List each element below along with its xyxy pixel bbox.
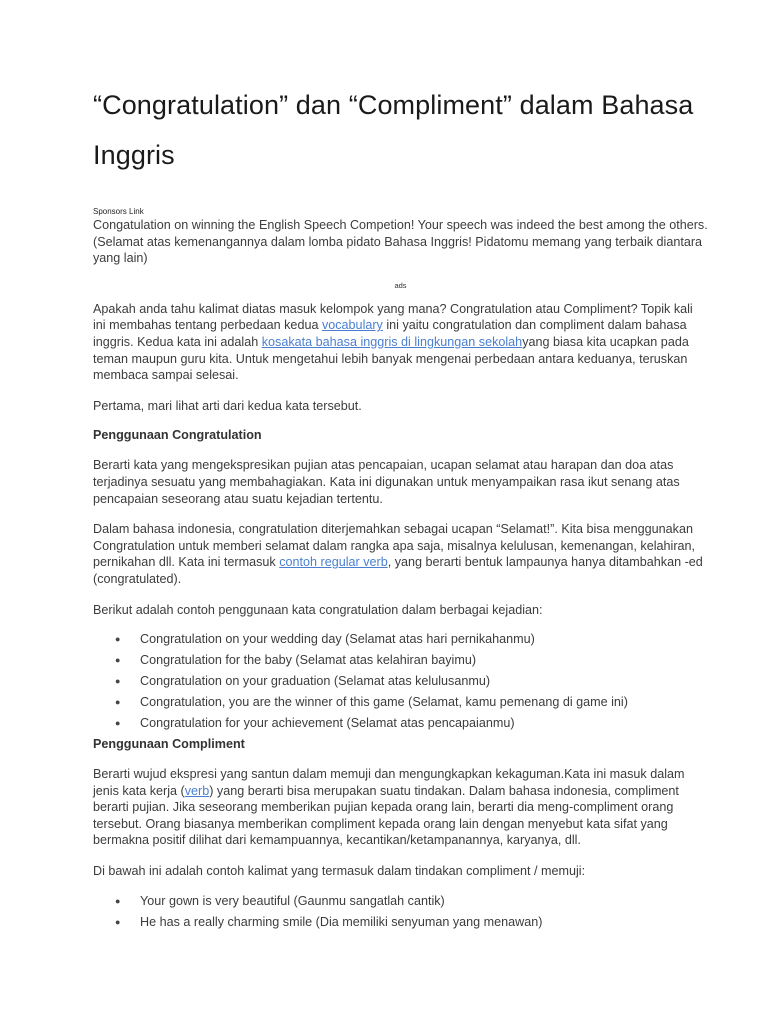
- bullet-icon: ●: [115, 718, 121, 729]
- list-item: [93, 650, 708, 671]
- paragraph-congratulation-indonesia: [93, 521, 708, 587]
- list-item-text: He has a really charming smile (Dia memiliki senyuman yang menawan): [140, 914, 543, 929]
- paragraph-congratulation-examples-intro: Berikut adalah contoh penggunaan kata congratulation dalam berbagai kejadian:: [93, 602, 543, 617]
- paragraph-arti: Pertama, mari lihat arti dari kedua kata tersebut.: [93, 398, 362, 413]
- list-item: [93, 629, 708, 650]
- bullet-icon: ●: [115, 895, 121, 906]
- link-kosakata-sekolah[interactable]: kosakata bahasa inggris di lingkungan sekolah: [261, 334, 523, 349]
- heading-congratulation: Penggunaan Congratulation: [93, 428, 262, 443]
- paragraph-text: Berarti wujud ekspresi yang santun dalam memuji dan mengungkapkan kekaguman.Kata ini masuk dalam jenis kata kerja (: [93, 767, 685, 798]
- compliment-example-list: [93, 891, 708, 933]
- bullet-icon: ●: [115, 655, 121, 666]
- paragraph-text: ini yaitu congratulation dan compliment dalam bahasa inggris. Kedua kata ini adalah: [93, 318, 687, 349]
- paragraph-question: [93, 301, 708, 384]
- sponsors-label: Sponsors Link: [93, 207, 144, 216]
- paragraph-text: ) yang berarti bisa merupakan suatu tindakan. Dalam bahasa indonesia, compliment berarti pujian. Jika seseorang memberikan pujian kepada orang lain, berarti dia meng-compliment orang tersebut. Orang biasanya memberikan compliment kepada orang lain dengan menyebut kata sifat yang bermakna positif dilihat dari kemampuannya, kecantikan/ketampanannya, karyanya, dll.: [93, 783, 679, 848]
- list-item: [93, 891, 708, 912]
- congratulation-example-list: [93, 629, 708, 734]
- link-verb[interactable]: verb: [184, 783, 210, 798]
- paragraph-text: Apakah anda tahu kalimat diatas masuk kelompok yang mana? Congratulation atau Compliment? Topik kali ini membahas tentang perbedaan kedua: [93, 301, 693, 333]
- list-item-text: Congratulation, you are the winner of this game (Selamat, kamu pemenang di game ini): [140, 695, 628, 710]
- paragraph-text: Dalam bahasa indonesia, congratulation diterjemahkan sebagai ucapan “Selamat!”. Kita bisa menggunakan Congratulation untuk memberi selamat dalam rangka apa saja, misalnya kelulusan, kemenangan, kelahiran, pernikahan dll. Kata ini termasuk: [93, 522, 696, 570]
- page-title: “Congratulation” dan “Compliment” dalam Bahasa Inggris: [93, 90, 694, 170]
- list-item-text: Congratulation for your achievement (Selamat atas pencapaianmu): [140, 716, 515, 731]
- bullet-icon: ●: [115, 916, 121, 927]
- bullet-icon: ●: [115, 697, 121, 708]
- paragraph-text: yang biasa kita ucapkan pada teman maupun guru kita. Untuk mengetahui lebih banyak mengenai perbedaan antara keduanya, teruskan membaca sampai selesai.: [93, 334, 689, 383]
- list-item: [93, 912, 708, 933]
- bullet-icon: ●: [115, 634, 121, 645]
- list-item-text: Your gown is very beautiful (Gaunmu sangatlah cantik): [140, 893, 445, 908]
- link-vocabulary[interactable]: vocabulary: [321, 318, 383, 333]
- paragraph-congratulation-definition: Berarti kata yang mengekspresikan pujian atas pencapaian, ucapan selamat atau harapan dan doa atas terjadinya sesuatu yang membahagiakan. Kata ini digunakan untuk menyampaikan rasa ikut senang atas pencapaian seseorang atau suatu kejadian tertentu.: [93, 458, 680, 506]
- paragraph-text: , yang berarti bentuk lampaunya hanya ditambahkan -ed (congratulated).: [93, 555, 703, 586]
- list-item-text: Congratulation on your wedding day (Selamat atas hari pernikahanmu): [140, 632, 535, 647]
- ads-label: ads: [394, 280, 407, 290]
- heading-compliment: Penggunaan Compliment: [93, 737, 245, 752]
- bullet-icon: ●: [115, 676, 121, 687]
- list-item-text: Congratulation on your graduation (Selamat atas kelulusanmu): [140, 674, 491, 689]
- paragraph-compliment-definition: [93, 766, 708, 849]
- list-item: [93, 713, 708, 734]
- link-regular-verb[interactable]: contoh regular verb: [279, 555, 388, 570]
- list-item: [93, 671, 708, 692]
- paragraph-compliment-examples-intro: Di bawah ini adalah contoh kalimat yang termasuk dalam tindakan compliment / memuji:: [93, 864, 586, 879]
- intro-paragraph: Congatulation on winning the English Speech Competion! Your speech was indeed the best among the others. (Selamat atas kemenangannya dalam lomba pidato Bahasa Inggris! Pidatomu memang yang terbaik diantara yang lain): [93, 218, 708, 266]
- list-item-text: Congratulation for the baby (Selamat atas kelahiran bayimu): [140, 653, 477, 668]
- list-item: [93, 692, 708, 713]
